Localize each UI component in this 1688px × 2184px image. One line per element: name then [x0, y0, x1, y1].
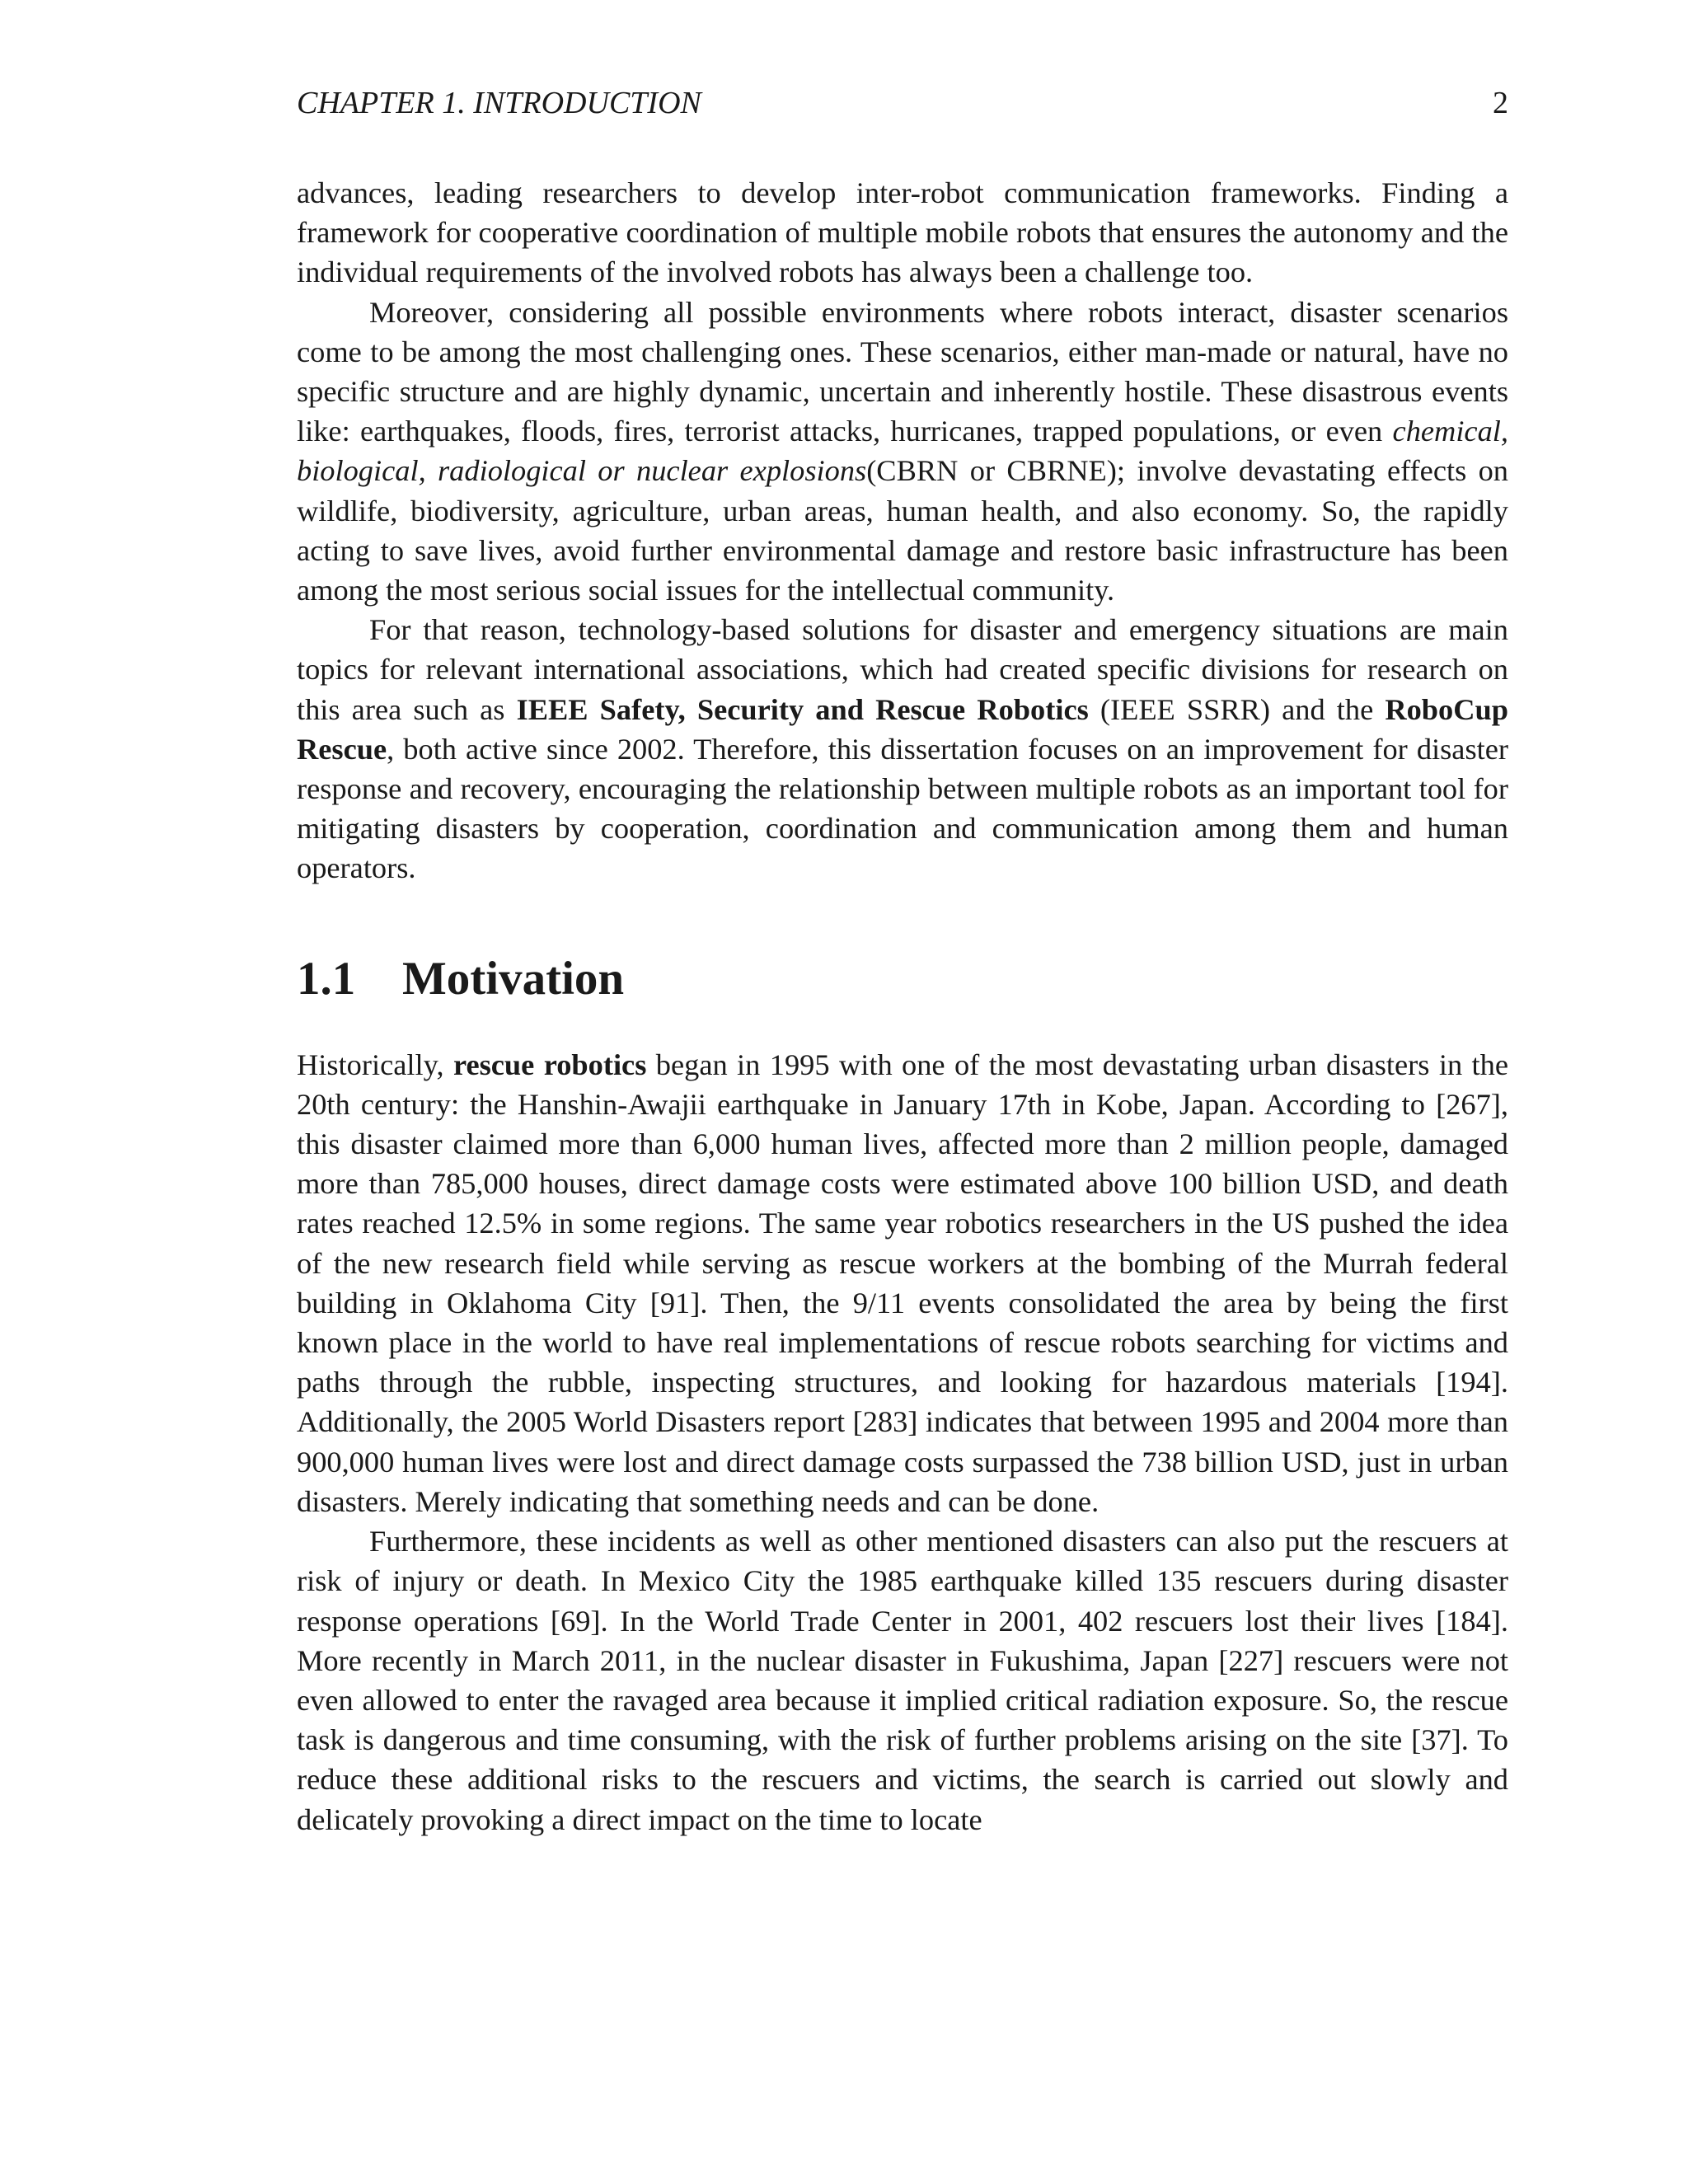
italic-term: chemical, biological, radiological or nuclear explosions	[297, 415, 1508, 488]
paragraph-text: advances, leading researchers to develop inter-robot communication frameworks. Finding a framework for cooperative coordination of multiple mobile robots that ensures the autonomy and the individual requirements of the involved robots has always been a challenge too.	[297, 176, 1508, 289]
introduction-text	[297, 173, 1508, 888]
paragraph-text: Moreover, considering all possible environments where robots interact, disaster scenarios come to be among the most challenging ones. These scenarios, either man-made or natural, have no specific structure and are highly dynamic, uncertain and inherently hostile. These disastrous events like: earthquakes, floods, fires, terrorist attacks, hurricanes, trapped populations, or even	[297, 295, 1508, 448]
motivation-text	[297, 1045, 1508, 1840]
bold-term: RoboCup Rescue	[297, 692, 1508, 766]
bold-term: IEEE Safety, Security and Rescue Robotics	[516, 692, 1089, 726]
paragraph	[297, 610, 1508, 888]
paragraph	[297, 173, 1508, 293]
section-number: 1.1	[297, 952, 356, 1005]
paragraph	[297, 1045, 1508, 1521]
section-title: Motivation	[402, 952, 625, 1005]
section-heading	[297, 950, 1508, 1008]
paragraph	[297, 293, 1508, 611]
chapter-title: CHAPTER 1. INTRODUCTION	[297, 86, 701, 120]
paragraph-text: For that reason, technology-based solutions for disaster and emergency situations are main topics for relevant international associations, which had created specific divisions for research on this area such as	[297, 613, 1508, 726]
bold-term: rescue robotics	[452, 1047, 647, 1081]
paragraph-text: (CBRN or CBRNE); involve devastating effects on wildlife, biodiversity, agriculture, urban areas, human health, and also economy. So, the rapidly acting to save lives, avoid further environmental damage and restore basic infrastructure has been among the most serious social issues for the intellectual community.	[297, 454, 1508, 607]
paragraph-text: Furthermore, these incidents as well as other mentioned disasters can also put the rescuers at risk of injury or death. In Mexico City the 1985 earthquake killed 135 rescuers during disaster response operations [69]. In the World Trade Center in 2001, 402 rescuers lost their lives [184]. More recently in March 2011, in the nuclear disaster in Fukushima, Japan [227] rescuers were not even allowed to enter the ravaged area because it implied critical radiation exposure. So, the rescue task is dangerous and time consuming, with the risk of further problems arising on the site [37]. To reduce these additional risks to the rescuers and victims, the search is carried out slowly and delicately provoking a direct impact on the time to locate	[297, 1525, 1508, 1836]
paragraph	[297, 1521, 1508, 1840]
paragraph-text: (IEEE SSRR) and the	[1088, 692, 1386, 726]
paragraph-text: Historically,	[297, 1047, 453, 1081]
paragraph-text: began in 1995 with one of the most devastating urban disasters in the 20th century: the Hanshin-Awajii earthquake in January 17th in Kobe, Japan. According to [267], this disaster claimed more than 6,000 human lives, affected more than 2 million people, damaged more than 785,000 houses, direct damage costs were estimated above 100 billion USD, and death rates reached 12.5% in some regions. The same year robotics researchers in the US pushed the idea of the new research field while serving as rescue workers at the bombing of the Murrah federal building in Oklahoma City [91]. Then, the 9/11 events consolidated the area by being the first known place in the world to have real implementations of rescue robots searching for victims and paths through the rubble, inspecting structures, and looking for hazardous materials [194]. Additionally, the 2005 World Disasters report [283] indicates that between 1995 and 2004 more than 900,000 human lives were lost and direct damage costs surpassed the 738 billion USD, just in urban disasters. Merely indicating that something needs and can be done.	[297, 1047, 1508, 1518]
running-header	[297, 78, 1508, 128]
paragraph-text: , both active since 2002. Therefore, this dissertation focuses on an improvement for disaster response and recovery, encouraging the relationship between multiple robots as an important tool for mitigating disasters by cooperation, coordination and communication among them and human operators.	[297, 732, 1508, 885]
page-number: 2	[1493, 86, 1508, 120]
page	[297, 78, 1508, 1840]
